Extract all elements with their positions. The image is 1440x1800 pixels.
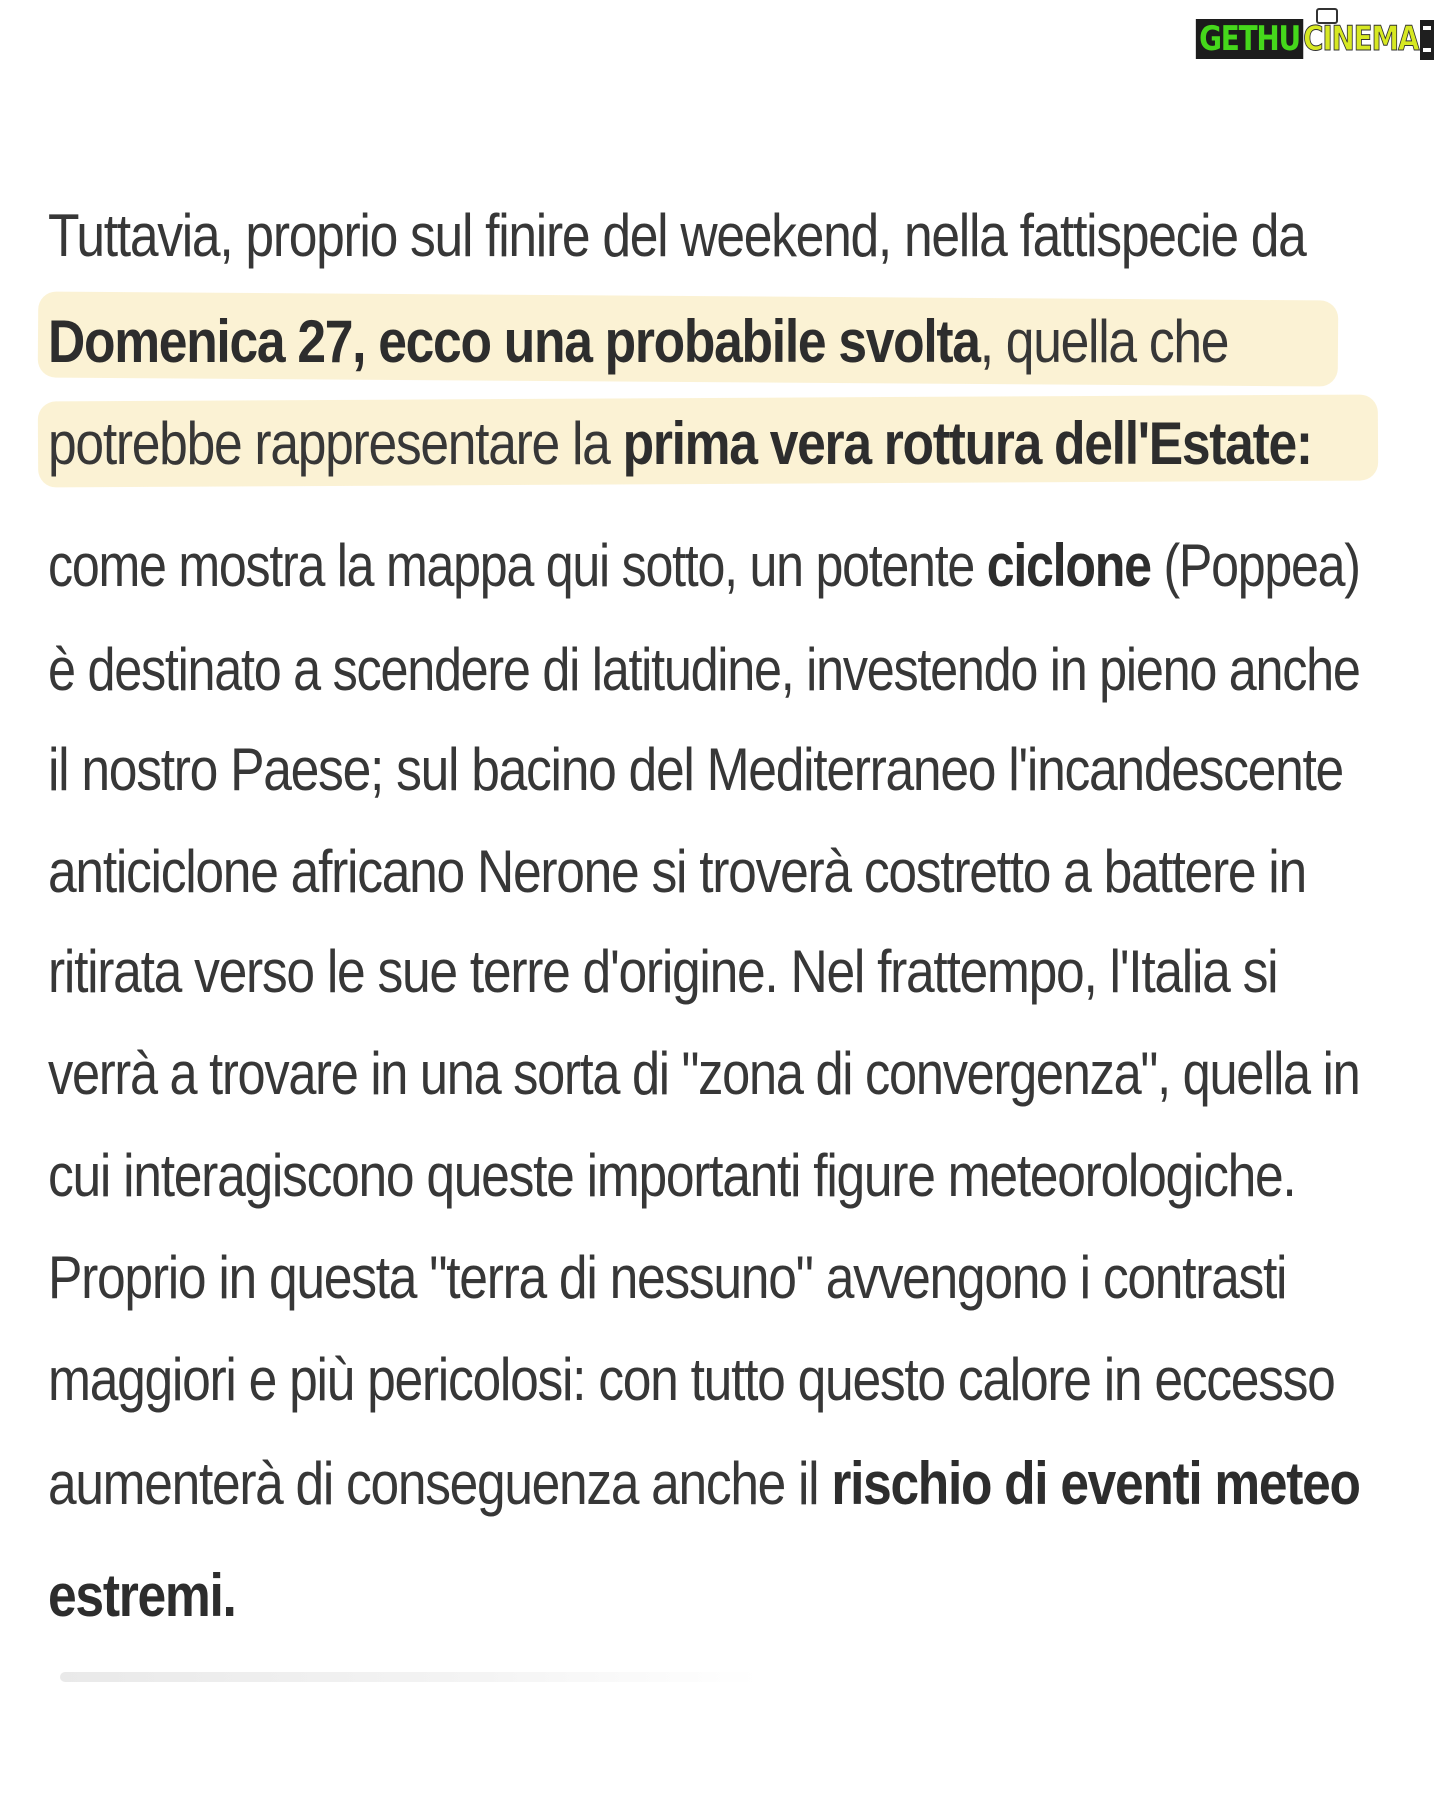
text-segment: come mostra la mappa qui sotto, un potente (48, 532, 987, 599)
text-line (48, 394, 1312, 494)
bold-phrase: rischio di eventi meteo (831, 1450, 1360, 1517)
text-segment: è destinato a scendere di latitudine, investendo in pieno anche (48, 636, 1360, 703)
text-segment: il nostro Paese; sul bacino del Mediterraneo l'incandescente (48, 736, 1343, 803)
text-line (48, 720, 1343, 820)
text-segment: verrà a trovare in una sorta di "zona di convergenza", quella in (48, 1040, 1360, 1107)
text-line (48, 922, 1277, 1022)
text-line (48, 1434, 1360, 1534)
text-line (48, 1330, 1335, 1430)
text-line (48, 1228, 1286, 1328)
bold-phrase: Domenica 27, ecco una probabile svolta (48, 308, 980, 375)
text-segment: (Poppea) (1150, 532, 1360, 599)
watermark-text-part1: GETHU (1196, 19, 1303, 59)
text-segment: Proprio in questa "terra di nessuno" avvengono i contrasti (48, 1244, 1287, 1311)
text-line (48, 620, 1360, 720)
text-segment: ritirata verso le sue terre d'origine. Nel frattempo, l'Italia si (48, 938, 1278, 1005)
text-line (48, 186, 1306, 286)
text-segment: aumenterà di conseguenza anche il (48, 1450, 832, 1517)
bold-phrase: ciclone (986, 532, 1151, 599)
text-line (48, 1126, 1295, 1226)
bold-phrase: prima vera rottura dell'Estate: (622, 410, 1312, 477)
text-line (48, 1546, 236, 1646)
text-segment: maggiori e più pericolosi: con tutto questo calore in eccesso (48, 1346, 1335, 1413)
text-segment: Tuttavia, proprio sul finire del weekend, nella fattispecie da (48, 202, 1306, 269)
bold-phrase: estremi. (48, 1562, 236, 1629)
text-line (48, 822, 1306, 922)
text-segment: anticiclone africano Nerone si troverà costretto a battere in (48, 838, 1306, 905)
watermark-text-part2: CINEMA (1302, 19, 1418, 59)
text-segment: cui interagiscono queste importanti figure meteorologiche. (48, 1142, 1296, 1209)
text-line (48, 1024, 1359, 1124)
text-segment: , quella che (979, 308, 1229, 375)
faded-text-line (60, 1672, 760, 1682)
text-line (48, 292, 1228, 392)
text-segment: potrebbe rappresentare la (48, 410, 623, 477)
text-line (48, 516, 1360, 616)
